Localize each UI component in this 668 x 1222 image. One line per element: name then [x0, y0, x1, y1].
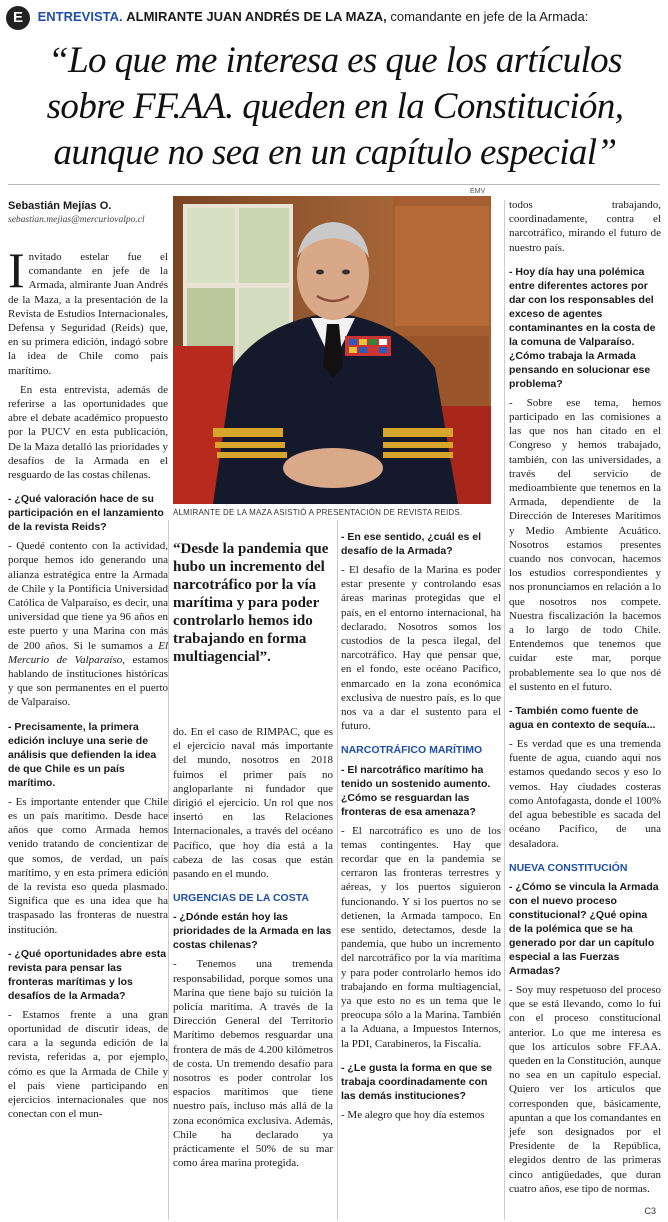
admiral-portrait-image [173, 196, 491, 504]
kicker-name: ALMIRANTE JUAN ANDRÉS DE LA MAZA, [126, 9, 387, 24]
question: - ¿Qué valoración hace de su participación en el lanzamiento de la revista Reids? [8, 493, 164, 534]
answer: - Quedé contento con la actividad, porque hemos ido generando una alianza estratégica entre la Armada de Chile y la Pontificia Universidad Católica de Valparaíso, es decir, una universidad que tiene ya 96 años en este puerto y una Marina con más de 200 años. Si le sumamos a El Mercurio de Valparaíso, estamos hablando de instituciones históricas y que son permanentes en el puerto de Valparaíso. [8, 540, 168, 709]
headline-line: “Lo que me interesa es que los artículos [48, 40, 622, 81]
question: - ¿Cómo se vincula la Armada con el nuevo proceso constitucional? ¿Qué opina de la polémica que se ha generado por dar un capítulo especial a las Fuerzas Armadas? [509, 880, 659, 977]
question: - ¿Qué oportunidades abre esta revista para pensar las fronteras marítimas y los desafíos de la Armada? [8, 947, 167, 1002]
subheading: URGENCIAS DE LA COSTA [173, 892, 309, 905]
column-3 [341, 530, 501, 1127]
headline-line: sobre FF.AA. queden en la Constitución, [46, 86, 624, 127]
answer: - Soy muy respetuoso del proceso que se está llevando, como lo fui con el proceso constitucional anterior. Lo que me interesa es que los artículos sobre FF.AA. queden en la Constitución, aunque no sea en un capítulo especial. Quiero ver los artículos que corresponden que, básicamente, apuntan a que los comandantes en jefe son designados por el Presidente de la República, elegidos dentro de las primeras cinco antigüedades, que duran cuatro años, ese tipo de normas. [509, 983, 661, 1195]
headline-line: aunque no sea en un capítulo especial” [53, 132, 617, 173]
end-mark: C3 [644, 1206, 656, 1216]
column-divider [168, 520, 169, 1220]
kicker-section: ENTREVISTA. [37, 9, 123, 24]
question: - ¿Dónde están hoy las prioridades de la Armada en las costas chilenas? [173, 911, 332, 952]
kicker-role: comandante en jefe de la Armada: [390, 9, 589, 24]
photo-credit: EMV [470, 188, 486, 195]
answer: - El desafío de la Marina es poder estar presente y controlando esas áreas marinas protegidas que el país, en el entorno internacional, ha declarado. Nosotros somos los custodios de la pesca ilegal, del narcotráfico. Hay que pensar que, en el fondo, este océano Pacífico, enmarcado en la zona económica exclusiva de nuestro país, es lo que nos va a dar el sustento para el futuro. [341, 564, 501, 733]
answer: - El narcotráfico es uno de los temas contingentes. Hay que recordar que en la pandemia se cerraron las fronteras terrestres y aéreas, y los puertos siguieron funcionando. Y si los puertos no se detienen, la Armada tampoco. En ese sentido, detectamos, desde la pandemia, que hubo un incremento del narcotráfico por la vía marítima y para poder controlarlo hemos ido trabajando en forma multiagencial, ya que esto no es un tema que le preocupa sólo a la Marina. También a la Aduana, a Impuestos Internos, la PDI, Carabineros, la Fiscalía. [341, 824, 501, 1050]
divider [8, 184, 660, 185]
column-2 [173, 725, 333, 1175]
column-1 [8, 242, 168, 1126]
answer: - Estamos frente a una gran oportunidad de discutir ideas, de cara a la segunda edición de la revista, referidas a, por ejemplo, cómo es que la Armada de Chile y el país viene participando en ejercicios internacionales que nos conectan con el mun- [8, 1008, 168, 1121]
question: - Hoy día hay una polémica entre diferentes actores por dar con los responsables del exceso de agentes contaminantes en la costa de la comuna de Valparaíso. ¿Cómo trabaja la Armada pensando en solucionar ese problema? [509, 265, 656, 390]
question: - El narcotráfico marítimo ha tenido un sostenido aumento. ¿Cómo se resguardan las fronteras de esa amenaza? [341, 763, 491, 818]
headline [10, 38, 660, 176]
section-badge: E [6, 6, 30, 30]
answer: - Me alegro que hoy día estemos [341, 1108, 485, 1121]
answer: - Es verdad que es una tremenda fuente de agua, cuando aquí nos estamos quedando secos y eso lo vemos. Hay ciudades costeras como Antofagasta, donde el 100% del agua bebestible es sacada del océano Pacífico, de una desaladora. [509, 738, 661, 850]
answer: - Tenemos una tremenda responsabilidad, porque somos una Marina que tiene bajo su tuición la policía marítima. A través de la Dirección General del Territorio Marítimo debemos resguardar una frontera de más de 4.200 kilómetros de costa. Un tremendo desafío para nosotros es poder controlar los espacios marítimos que tiene nuestro país, incluso más allá de la zona económica exclusiva. Además, Chile ha declarado ya prácticamente el 50% de su mar como área marina protegida. [173, 958, 333, 1170]
subheading: NARCOTRÁFICO MARÍTIMO [341, 744, 483, 757]
answer: do. En el caso de RIMPAC, que es el ejercicio naval más importante del mundo, nosotros en 2018 fuimos el primer país no angloparlante ni fundador que dirigió el ejercicio. Un rol que nos insertó en las Relaciones Internacionales, a través del océano Pacífico, que hoy día está a la cabeza de las cosas que están pasando en el mundo. [173, 726, 333, 881]
column-divider [504, 200, 505, 1220]
question: - En ese sentido, ¿cuál es el desafío de la Armada? [341, 531, 482, 557]
question: - También como fuente de agua en contexto de sequía... [509, 705, 656, 732]
answer: todos trabajando, coordinadamente, contra el narcotráfico, mirando el futuro de nuestro país. [509, 199, 661, 254]
kicker [6, 4, 666, 30]
question: - ¿Le gusta la forma en que se trabaja coordinadamente con las demás instituciones? [341, 1061, 493, 1102]
question: - Precisamente, la primera edición incluye una serie de análisis que defienden la idea de que Chile es un país marítimo. [8, 720, 157, 789]
answer: - Es importante entender que Chile es un país marítimo. Desde hace años que como Armada hemos venido tratando de concientizar de que somos, de verdad, un país marítimo, y en esta primera edición de la revista eso queda plasmado. Significa que es una idea que ha traspasado las fronteras de nuestra institución. [8, 795, 168, 936]
photo-caption: ALMIRANTE DE LA MAZA ASISTIÓ A PRESENTACIÓN DE REVISTA REIDS. [173, 508, 463, 517]
intro-paragraph: Invitado estelar fue el comandante en jefe de la Armada, almirante Juan Andrés de la Maza, a la presentación de la Revista de Estudios Internacionales, Defensa y Seguridad (Reids) que, en su primera edición, indagó sobre la idea de Chile como país marítimo. [8, 242, 168, 377]
subheading: NUEVA CONSTITUCIÓN [509, 861, 628, 874]
pull-quote: “Desde la pandemia que hubo un incremento del narcotráfico por la vía marítima y para poder controlarlo hemos ido trabajando en forma multiagencial”. [173, 541, 329, 665]
column-4 [509, 198, 661, 1201]
intro-paragraph: En esta entrevista, además de referirse a las oportunidades que abre el debate académico propuesto por la PUCV en esta publicación, De la Maza detalló las prioridades y desafíos de la Armada en el resguardo de las costas chilenas. [8, 383, 168, 482]
admiral-photo [173, 196, 491, 504]
publication-name: El Mercurio de Valparaíso [8, 639, 168, 666]
author-email[interactable]: sebastian.mejias@mercuriovalpo.cl [8, 215, 145, 225]
byline [8, 200, 168, 225]
author-name: Sebastián Mejías O. [8, 200, 112, 212]
answer: - Sobre ese tema, hemos participado en las comisiones a las que nos han citado en el Congreso y hemos trabajado, también, con las universidades, a través del servicio de medioambiente que tenemos en la Armada, dependiente de la Dirección de Intereses Marítimos y Medio Ambiente Acuático. Nosotros estamos presentes cuando nos convocan, hacemos los estudios correspondientes y nos pronunciamos en relación a lo que nosotros nos compete. Nuestra fiscalización la hacemos a lo largo de todo Chile. Entendemos que tenemos que cuidar este mar, porque probablemente sea lo que nos dé el sustento en el futuro. [509, 396, 661, 693]
column-divider [337, 520, 338, 1220]
